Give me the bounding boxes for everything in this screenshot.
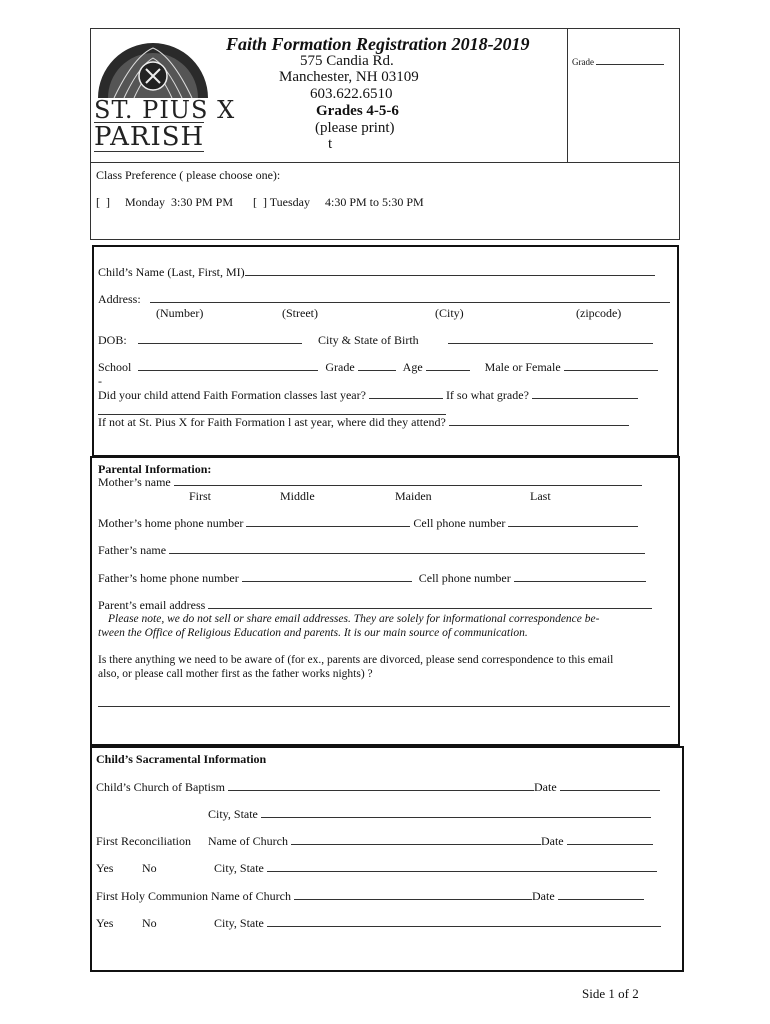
baptism-city-field[interactable] bbox=[208, 807, 651, 821]
header-divider bbox=[567, 28, 568, 163]
parish-address-street: 575 Candia Rd. bbox=[300, 53, 394, 69]
father-phone-field[interactable] bbox=[98, 571, 646, 585]
mother-cell-label: Cell phone number bbox=[413, 516, 506, 530]
sacrament-heading: Child’s Sacramental Information bbox=[96, 752, 267, 766]
class-pref-monday[interactable]: [ ] Monday 3:30 PM PM bbox=[96, 195, 234, 209]
baptism-label: Child’s Church of Baptism bbox=[96, 780, 225, 794]
reconciliation-church-label: Name of Church bbox=[208, 834, 288, 848]
communion-label: First Holy Communion Name of Church bbox=[96, 889, 291, 903]
addr-zip-caption: (zipcode) bbox=[576, 306, 622, 320]
communion-city-blank[interactable] bbox=[267, 916, 661, 927]
reconciliation-date-blank[interactable] bbox=[567, 834, 653, 845]
class-pref-tuesday[interactable]: [ ] Tuesday 4:30 PM to 5:30 PM bbox=[253, 195, 424, 209]
reconciliation-date-label: Date bbox=[540, 834, 564, 848]
grade-blank[interactable] bbox=[596, 57, 664, 65]
print-note: (please print) bbox=[315, 120, 395, 136]
mother-last-caption: Last bbox=[530, 489, 551, 503]
communion-date-blank[interactable] bbox=[558, 889, 644, 900]
communion-field[interactable] bbox=[96, 889, 644, 903]
school-field[interactable] bbox=[98, 360, 658, 374]
communion-no[interactable]: No bbox=[142, 916, 157, 930]
aware-answer-blank[interactable] bbox=[98, 706, 670, 707]
reconciliation-yes[interactable]: Yes bbox=[96, 861, 114, 875]
mother-cell-blank[interactable] bbox=[508, 516, 638, 527]
stray-mark: t bbox=[328, 136, 333, 152]
which-grade-blank[interactable] bbox=[532, 388, 638, 399]
birthplace-blank[interactable] bbox=[448, 333, 653, 344]
aware-question-line1: Is there anything we need to be aware of (for ex., parents are divorced, please send correspondence to this email bbox=[98, 654, 614, 666]
stray-dash: - bbox=[98, 374, 102, 388]
reconciliation-church-blank[interactable] bbox=[291, 834, 541, 845]
dob-field[interactable] bbox=[98, 333, 302, 347]
mother-middle-caption: Middle bbox=[280, 489, 315, 503]
addr-city-caption: (City) bbox=[435, 306, 464, 320]
communion-church-blank[interactable] bbox=[294, 889, 532, 900]
child-grade-blank[interactable] bbox=[358, 360, 396, 371]
reconciliation-field[interactable] bbox=[96, 834, 653, 848]
logo-line2: PARISH bbox=[94, 122, 205, 152]
gender-blank[interactable] bbox=[564, 360, 658, 371]
grades-label: Grades 4-5-6 bbox=[316, 103, 399, 119]
grade-label: Grade bbox=[572, 57, 594, 67]
mother-maiden-caption: Maiden bbox=[395, 489, 432, 503]
attended-label: Did your child attend Faith Formation classes last year? bbox=[98, 388, 366, 402]
child-name-label: Child’s Name (Last, First, MI) bbox=[98, 265, 245, 279]
communion-date-label: Date bbox=[532, 889, 555, 903]
elsewhere-blank[interactable] bbox=[449, 415, 629, 426]
parish-address-city: Manchester, NH 03109 bbox=[279, 69, 419, 85]
child-name-blank[interactable] bbox=[245, 265, 655, 276]
communion-city-field[interactable] bbox=[214, 916, 661, 930]
father-name-blank[interactable] bbox=[169, 543, 645, 554]
mother-phone-blank[interactable] bbox=[246, 516, 410, 527]
communion-yes[interactable]: Yes bbox=[96, 916, 114, 930]
dob-label: DOB: bbox=[98, 333, 127, 347]
parent-heading: Parental Information: bbox=[98, 462, 212, 476]
addr-street-caption: (Street) bbox=[282, 306, 318, 320]
address-label: Address: bbox=[98, 292, 141, 306]
form-title: Faith Formation Registration 2018-2019 bbox=[226, 34, 530, 54]
baptism-city-label: City, State bbox=[208, 807, 258, 821]
father-cell-blank[interactable] bbox=[514, 571, 646, 582]
father-phone-label: Father’s home phone number bbox=[98, 571, 239, 585]
communion-city-label: City, State bbox=[214, 916, 264, 930]
elsewhere-field[interactable] bbox=[98, 415, 629, 429]
school-blank[interactable] bbox=[138, 360, 318, 371]
father-name-field[interactable] bbox=[98, 543, 645, 557]
birthplace-field[interactable] bbox=[318, 333, 653, 347]
gender-label: Male or Female bbox=[484, 360, 561, 374]
email-field[interactable] bbox=[98, 598, 652, 612]
parish-phone: 603.622.6510 bbox=[310, 86, 393, 102]
reconciliation-city-blank[interactable] bbox=[267, 861, 657, 872]
father-cell-label: Cell phone number bbox=[418, 571, 511, 585]
page-number: Side 1 of 2 bbox=[582, 986, 639, 1001]
reconciliation-city-field[interactable] bbox=[214, 861, 657, 875]
father-name-label: Father’s name bbox=[98, 543, 167, 557]
school-label: School bbox=[98, 360, 132, 374]
address-field[interactable] bbox=[98, 292, 670, 306]
logo-line1: ST. PIUS X bbox=[94, 96, 236, 124]
mother-phone-label: Mother’s home phone number bbox=[98, 516, 244, 530]
mother-name-field[interactable] bbox=[98, 475, 642, 489]
reconciliation-label: First Reconciliation bbox=[96, 834, 191, 848]
attended-blank[interactable] bbox=[369, 388, 443, 399]
child-name-field[interactable] bbox=[98, 265, 655, 279]
baptism-blank[interactable] bbox=[228, 780, 534, 791]
baptism-date-blank[interactable] bbox=[560, 780, 660, 791]
reconciliation-no[interactable]: No bbox=[142, 861, 157, 875]
email-note-line1: Please note, we do not sell or share email addresses. They are solely for informational correspondence be- bbox=[108, 613, 600, 625]
mother-name-blank[interactable] bbox=[174, 475, 642, 486]
elsewhere-label: If not at St. Pius X for Faith Formation l ast year, where did they attend? bbox=[98, 415, 446, 429]
attended-field[interactable] bbox=[98, 388, 638, 402]
baptism-city-blank[interactable] bbox=[261, 807, 651, 818]
address-blank[interactable] bbox=[150, 292, 670, 303]
age-label: Age bbox=[402, 360, 423, 374]
mother-phone-field[interactable] bbox=[98, 516, 638, 530]
age-blank[interactable] bbox=[426, 360, 470, 371]
father-phone-blank[interactable] bbox=[242, 571, 412, 582]
email-blank[interactable] bbox=[208, 598, 652, 609]
baptism-date-label: Date bbox=[534, 780, 557, 794]
baptism-field[interactable] bbox=[96, 780, 660, 794]
which-grade-label: If so what grade? bbox=[445, 388, 529, 402]
class-pref-label: Class Preference ( please choose one): bbox=[96, 168, 281, 182]
dob-blank[interactable] bbox=[138, 333, 302, 344]
reconciliation-city-label: City, State bbox=[214, 861, 264, 875]
email-label: Parent’s email address bbox=[98, 598, 206, 612]
birthplace-label: City & State of Birth bbox=[318, 333, 419, 347]
mother-first-caption: First bbox=[189, 489, 212, 503]
addr-number-caption: (Number) bbox=[156, 306, 204, 320]
mother-name-label: Mother’s name bbox=[98, 475, 171, 489]
aware-question-line2: also, or please call mother first as the father works nights) ? bbox=[98, 668, 373, 680]
child-grade-label: Grade bbox=[325, 360, 355, 374]
email-note-line2: tween the Office of Religious Education and parents. It is our main source of communication. bbox=[98, 627, 528, 639]
grade-field[interactable] bbox=[572, 55, 664, 69]
